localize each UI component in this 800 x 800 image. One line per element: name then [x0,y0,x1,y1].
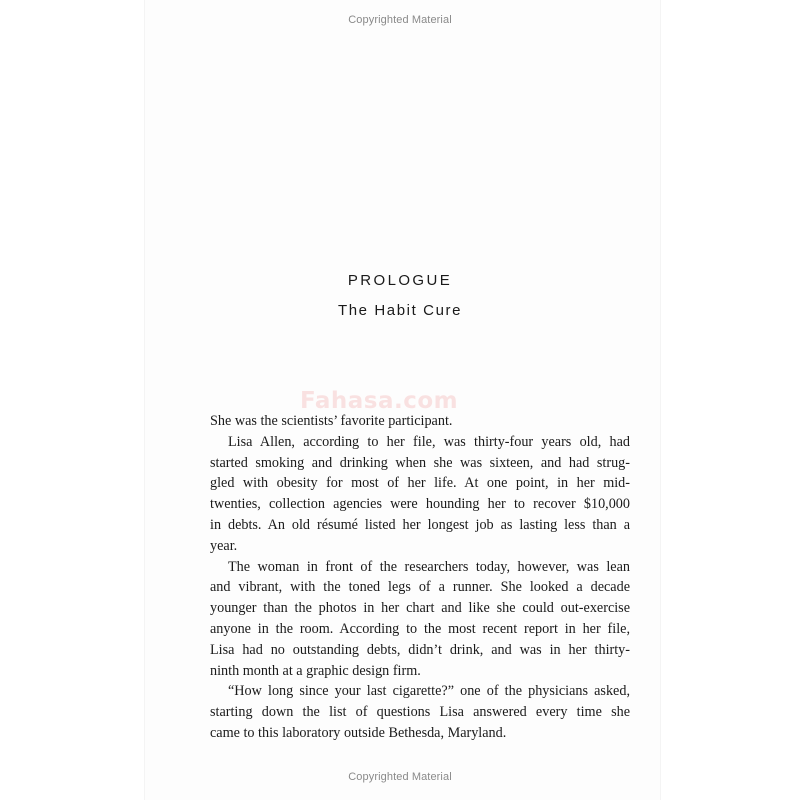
text-line: came to this laboratory outside Bethesda, Maryland. [210,724,507,741]
body-text [210,411,630,744]
paragraph [210,681,630,743]
text-line: She was the scientists’ favorite participant. [210,413,453,429]
text-line: Lisa Allen, according to her file, was thirty-four years old, had [228,433,630,450]
text-line: anyone in the room. According to the most recent report in her file, [210,620,630,637]
text-line: year. [210,537,238,554]
text-line: younger than the photos in her chart and like she could out-exercise [210,600,630,617]
chapter-label: PROLOGUE [347,272,453,289]
text-line: Lisa had no outstanding debts, didn’t drink, and was in her thirty- [210,641,630,658]
site-watermark: Fahasa.com [300,388,459,414]
text-line: gled with obesity for most of her life. At one point, in her mid- [210,475,630,492]
copyright-notice-bottom: Copyrighted Material [348,771,452,783]
paragraph [210,557,630,682]
text-line: starting down the list of questions Lisa answered every time she [210,704,630,721]
text-line: The woman in front of the researchers today, however, was lean [228,558,630,575]
text-line: twenties, collection agencies were hounding her to recover $10,000 [210,496,630,513]
paragraph [210,411,630,432]
text-line: started smoking and drinking when she was sixteen, and had strug- [210,454,630,471]
text-line: “How long since your last cigarette?” one of the physicians asked, [228,683,630,700]
text-line: ninth month at a graphic design firm. [210,662,421,679]
copyright-notice-top: Copyrighted Material [348,14,452,26]
text-line: and vibrant, with the toned legs of a runner. She looked a decade [210,579,630,596]
paragraph [210,432,630,557]
text-line: in debts. An old résumé listed her longest job as lasting less than a [210,516,630,533]
chapter-title: The Habit Cure [337,302,463,319]
